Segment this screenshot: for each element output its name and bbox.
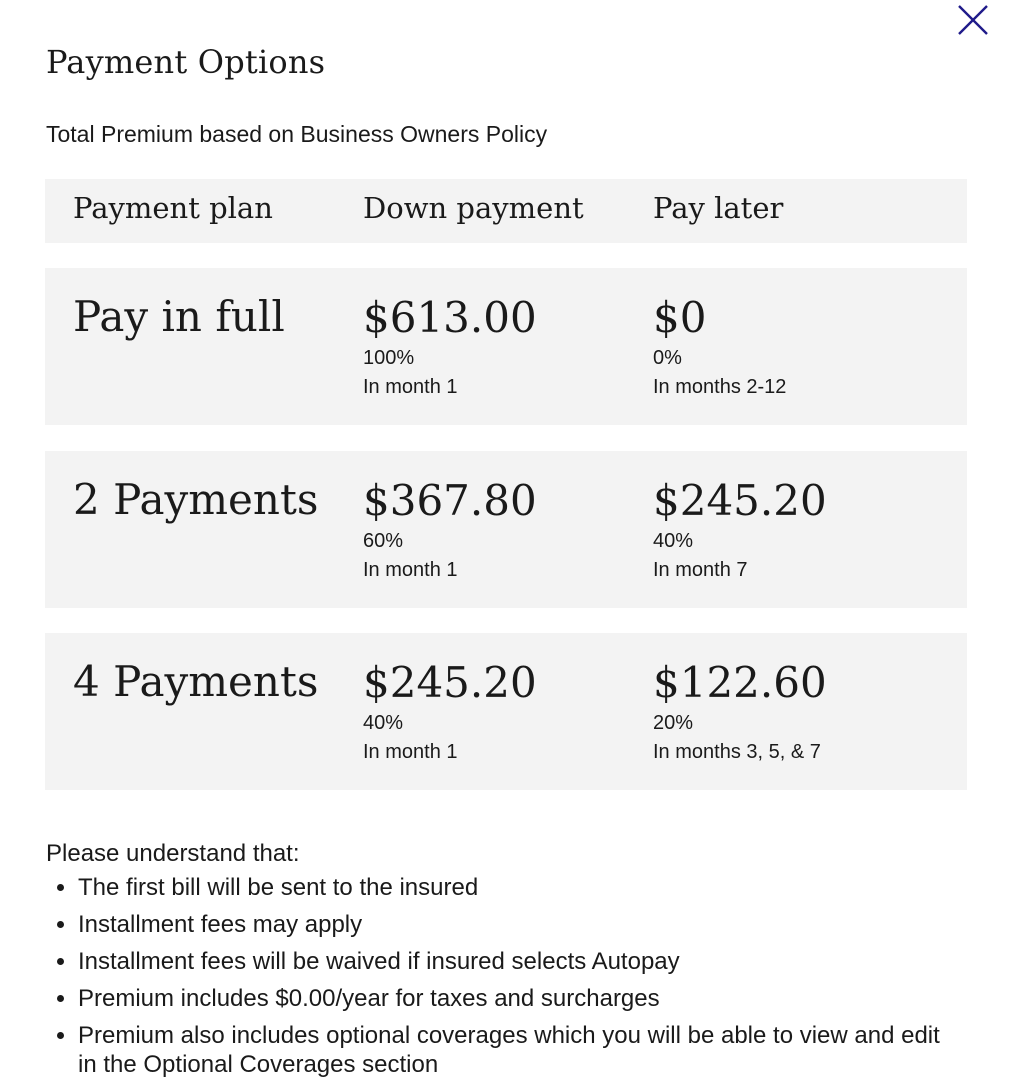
pay-later-timing: In months 3, 5, & 7 [653, 741, 821, 763]
down-payment-percent: 100% [363, 347, 415, 369]
pay-later-cell [653, 292, 786, 402]
plan-name: 4 Payments [73, 657, 319, 706]
down-payment-percent: 40% [363, 712, 404, 734]
plan-name: 2 Payments [73, 475, 319, 524]
pay-later-percent: 20% [653, 712, 694, 734]
down-payment-cell [363, 292, 537, 402]
list-item: • The first bill will be sent to the insured [78, 873, 946, 902]
down-payment-amount: $367.80 [363, 476, 537, 525]
pay-later-amount: $0 [653, 293, 707, 342]
pay-later-amount: $122.60 [653, 658, 827, 707]
pay-later-percent: 40% [653, 530, 694, 552]
table-header [45, 179, 967, 243]
down-payment-percent: 60% [363, 530, 404, 552]
list-item: • Premium also includes optional coverages which you will be able to view and edit in the Optional Coverages section [78, 1021, 946, 1079]
pay-later-cell [653, 657, 827, 767]
list-item: • Installment fees will be waived if insured selects Autopay [78, 947, 946, 976]
pay-later-amount: $245.20 [653, 476, 827, 525]
list-item: • Installment fees may apply [78, 910, 946, 939]
header-pay-later: Pay later [653, 191, 784, 225]
notes-list [46, 873, 946, 1079]
plan-row-2-payments [45, 451, 967, 608]
plan-name: Pay in full [73, 292, 285, 341]
down-payment-timing: In month 1 [363, 741, 458, 763]
pay-later-timing: In months 2-12 [653, 376, 787, 398]
down-payment-cell [363, 475, 537, 585]
down-payment-amount: $245.20 [363, 658, 537, 707]
list-item: • Premium includes $0.00/year for taxes and surcharges [78, 984, 946, 1013]
down-payment-amount: $613.00 [363, 293, 537, 342]
down-payment-timing: In month 1 [363, 376, 458, 398]
header-down-payment: Down payment [363, 191, 584, 225]
premium-subtitle: Total Premium based on Business Owners Policy [46, 121, 548, 147]
pay-later-cell [653, 475, 827, 585]
close-icon [956, 3, 990, 37]
pay-later-timing: In month 7 [653, 559, 748, 581]
notes-intro: Please understand that: [46, 840, 300, 867]
down-payment-timing: In month 1 [363, 559, 458, 581]
plan-row-4-payments [45, 633, 967, 790]
down-payment-cell [363, 657, 537, 767]
pay-later-percent: 0% [653, 347, 682, 369]
dialog-title: Payment Options [46, 43, 326, 82]
plan-row-pay-in-full [45, 268, 967, 425]
header-payment-plan: Payment plan [73, 191, 273, 225]
payment-notes [46, 840, 946, 1087]
close-button[interactable] [956, 3, 990, 37]
